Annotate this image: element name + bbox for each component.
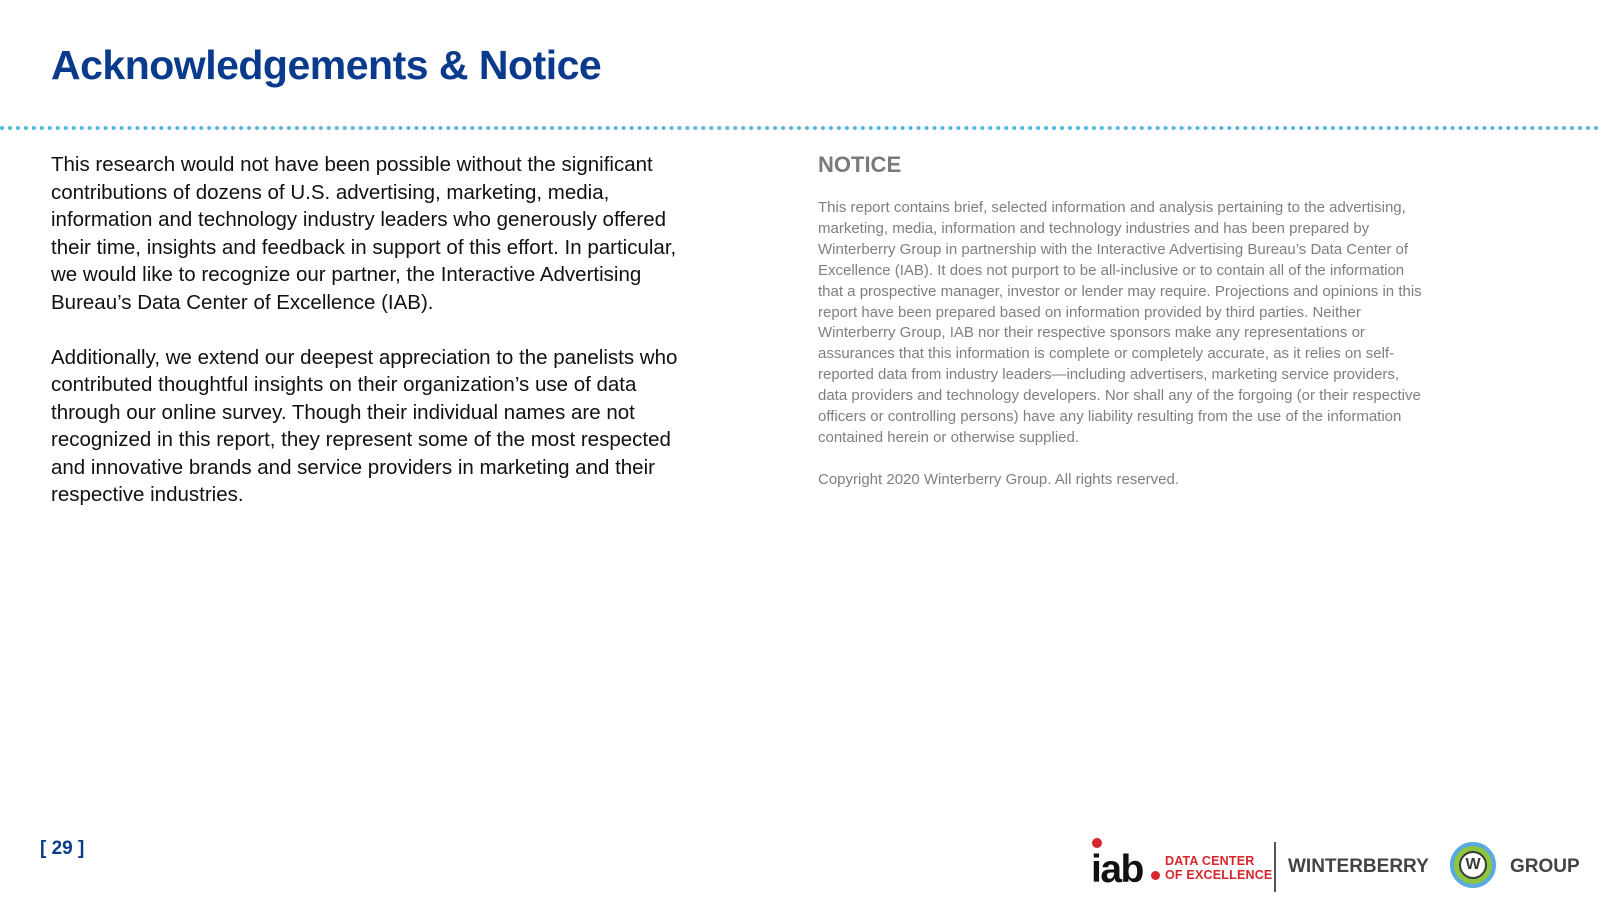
page-number: [ 29 ]: [40, 838, 85, 859]
iab-logo: iab: [1091, 848, 1143, 891]
winterberry-logo-icon: [1450, 842, 1496, 888]
footer-logos: [1088, 838, 1588, 898]
iab-data-center-label: [1165, 854, 1272, 882]
logo-separator: [1274, 842, 1276, 892]
iab-dot-icon: [1092, 838, 1102, 848]
notice-section: [818, 152, 1423, 491]
iab-label-line-2: OF EXCELLENCE: [1165, 868, 1273, 882]
iab-label-line-1: DATA CENTER: [1165, 854, 1255, 868]
iab-period-icon: [1151, 871, 1160, 880]
copyright-text: Copyright 2020 Winterberry Group. All rights reserved.: [818, 470, 1179, 488]
group-wordmark: GROUP: [1510, 856, 1580, 877]
acknowledgements-section: [51, 151, 701, 536]
winterberry-w-mark: W: [1459, 851, 1487, 879]
acknowledgements-paragraph-2: Additionally, we extend our deepest appreciation to the panelists who contributed thoughtful insights on their organization’s use of data through our online survey. Though their individual names are not recognized in this report, they represent some of the most respected and innovative brands and service providers in marketing and their respective industries.: [51, 345, 678, 506]
notice-body: This report contains brief, selected information and analysis pertaining to the advertising, marketing, media, information and technology industries and has been prepared by Winterberry Group in partnership with the Interactive Advertising Bureau’s Data Center of Excellence (IAB). It does not purport to be all-inclusive or to contain all of the information that a prospective manager, investor or lender may require. Projections and opinions in this report have been prepared based on information provided by third parties. Neither Winterberry Group, IAB nor their respective sponsors make any representations or assurances that this information is complete or completely accurate, as it relies on self-reported data from industry leaders—including advertisers, marketing service providers, data providers and technology developers. Nor shall any of the forgoing (or their respective officers or controlling persons) have any liability resulting from the use of the information contained herein or otherwise supplied.: [818, 199, 1422, 446]
acknowledgements-paragraph-1: This research would not have been possible without the significant contributions of dozens of U.S. advertising, marketing, media, information and technology industry leaders who generously offered their time, insights and feedback in support of this effort. In particular, we would like to recognize our partner, the Interactive Advertising Bureau’s Data Center of Excellence (IAB).: [51, 153, 677, 314]
notice-heading: NOTICE: [818, 152, 902, 177]
winterberry-wordmark: WINTERBERRY: [1288, 856, 1429, 877]
dotted-divider: [0, 126, 1600, 130]
page-title: Acknowledgements & Notice: [51, 42, 602, 88]
